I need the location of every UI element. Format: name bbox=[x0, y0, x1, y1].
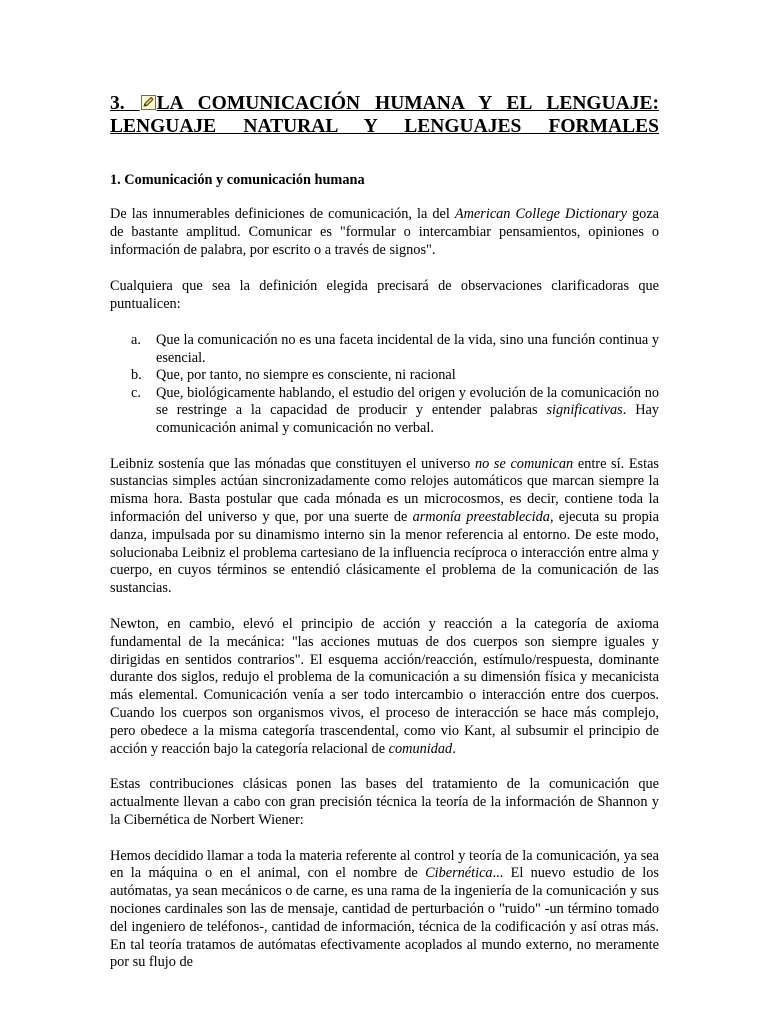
observations-list bbox=[110, 332, 659, 438]
paragraph-6-italic: Cibernética bbox=[425, 865, 493, 882]
chapter-number: 3. bbox=[110, 93, 125, 114]
paragraph-3 bbox=[110, 456, 659, 598]
list-item-italic: significativas bbox=[546, 402, 623, 419]
edit-pencil-icon[interactable] bbox=[141, 93, 156, 108]
paragraph-6-text-a: Hemos decidido llamar a toda la materia referente al control y teoría de la comunicación, ya sea en la máquina o en el animal, con el nombre de bbox=[110, 847, 659, 882]
list-item-text-a: Que, biológicamente hablando, el estudio del origen y evolución de la comunicación no se restringe a la capacidad de producir y entender palabras bbox=[156, 384, 659, 419]
paragraph-4-text-a: Newton, en cambio, elevó el principio de acción y reacción a la categoría de axioma fundamental de la mecánica: "las acciones mutuas de dos cuerpos son siempre iguales y dirigidas en sentidos contrarios". El esquema acción/reacción, estímulo/respuesta, dominante durante dos siglos, redujo el problema de la comunicación a su dimensión física y mecanicista más elemental. Comunicación venía a ser todo intercambio o interacción entre dos cuerpos. Cuando los cuerpos son organismos vivos, el proceso de interacción se hace más complejo, pero obedece a la misma categoría trascendental, como vio Kant, al subsumir el principio de acción y reacción bajo la categoría relacional de bbox=[110, 615, 659, 757]
paragraph-3-text-e: , ejecuta su propia danza, impulsada por su dinamismo interno sin la menor referencia al entorno. De este modo, solucionaba Leibniz el problema cartesiano de la influencia recíproca o interacción entre alma y cuerpo, en cuyos términos se entendió clásicamente el problema de la comunicación de las sustancias. bbox=[110, 508, 659, 597]
list-marker: c. bbox=[131, 384, 141, 401]
list-item-text: Que, por tanto, no siempre es consciente, ni racional bbox=[156, 367, 456, 384]
list-marker: b. bbox=[131, 367, 142, 384]
document-body bbox=[110, 92, 659, 972]
section-heading: 1. Comunicación y comunicación humana bbox=[110, 172, 365, 188]
paragraph-4 bbox=[110, 616, 659, 758]
paragraph-5: Estas contribuciones clásicas ponen las bases del tratamiento de la comunicación que actualmente llevan a cabo con gran precisión técnica la teoría de la información de Shannon y la Cibernética de Norbert Wiener: bbox=[110, 776, 659, 828]
list-item bbox=[131, 331, 659, 367]
paragraph-3-italic-2: armonía preestablecida bbox=[412, 508, 550, 525]
paragraph-4-italic: comunidad bbox=[388, 740, 453, 757]
paragraph-6-text-c: ... El nuevo estudio de los autómatas, ya sean mecánicos o de carne, es una rama de la ingeniería de la comunicación y sus nociones cardinales son las de mensaje, cantidad de perturbación o "ruido" -un término tomado del ingeniero de teléfonos-, cantidad de información, técnica de la codificación y así otras más. En tal teoría tratamos de autómatas efectivamente acoplados al mundo externo, no meramente por su flujo de bbox=[110, 865, 659, 971]
list-item bbox=[131, 384, 660, 438]
paragraph-1-italic: American College Dictionary bbox=[454, 206, 627, 222]
chapter-title-line-1 bbox=[110, 92, 659, 115]
list-marker: a. bbox=[131, 331, 141, 348]
paragraph-3-text-c: entre sí. Estas sustancias simples actúan sincronizadamente como relojes automáticos que marcan siempre la misma hora. Basta postular que cada mónada es un microcosmos, es decir, contiene toda la información del universo y que, por una suerte de bbox=[110, 455, 659, 525]
paragraph-1-text-a: De las innumerables definiciones de comunicación, la del bbox=[110, 206, 455, 222]
list-item bbox=[131, 367, 659, 385]
chapter-title-text-1: LA COMUNICACIÓN HUMANA Y EL LENGUAJE: bbox=[156, 93, 659, 114]
paragraph-3-text-a: Leibniz sostenía que las mónadas que constituyen el universo bbox=[110, 455, 475, 472]
paragraph-4-text-c: . bbox=[452, 740, 456, 757]
paragraph-6 bbox=[110, 848, 659, 973]
list-item-text-c: . Hay comunicación animal y comunicación no verbal. bbox=[156, 402, 660, 436]
paragraph-1-text-c: goza de bastante amplitud. Comunicar es "formular o intercambiar pensamientos, opiniones o información de palabra, por escrito o a través de signos". bbox=[110, 206, 660, 258]
list-item-text: Que la comunicación no es una faceta incidental de la vida, sino una función continua y esencial. bbox=[156, 331, 659, 366]
chapter-title-line-2: LENGUAJE NATURAL Y LENGUAJES FORMALES bbox=[110, 116, 659, 137]
chapter-title bbox=[110, 92, 659, 138]
paragraph-3-italic-1: no se comunican bbox=[474, 455, 574, 472]
paragraph-1 bbox=[110, 206, 659, 259]
paragraph-2: Cualquiera que sea la definición elegida precisará de observaciones clarificadoras que puntualicen: bbox=[110, 278, 659, 313]
